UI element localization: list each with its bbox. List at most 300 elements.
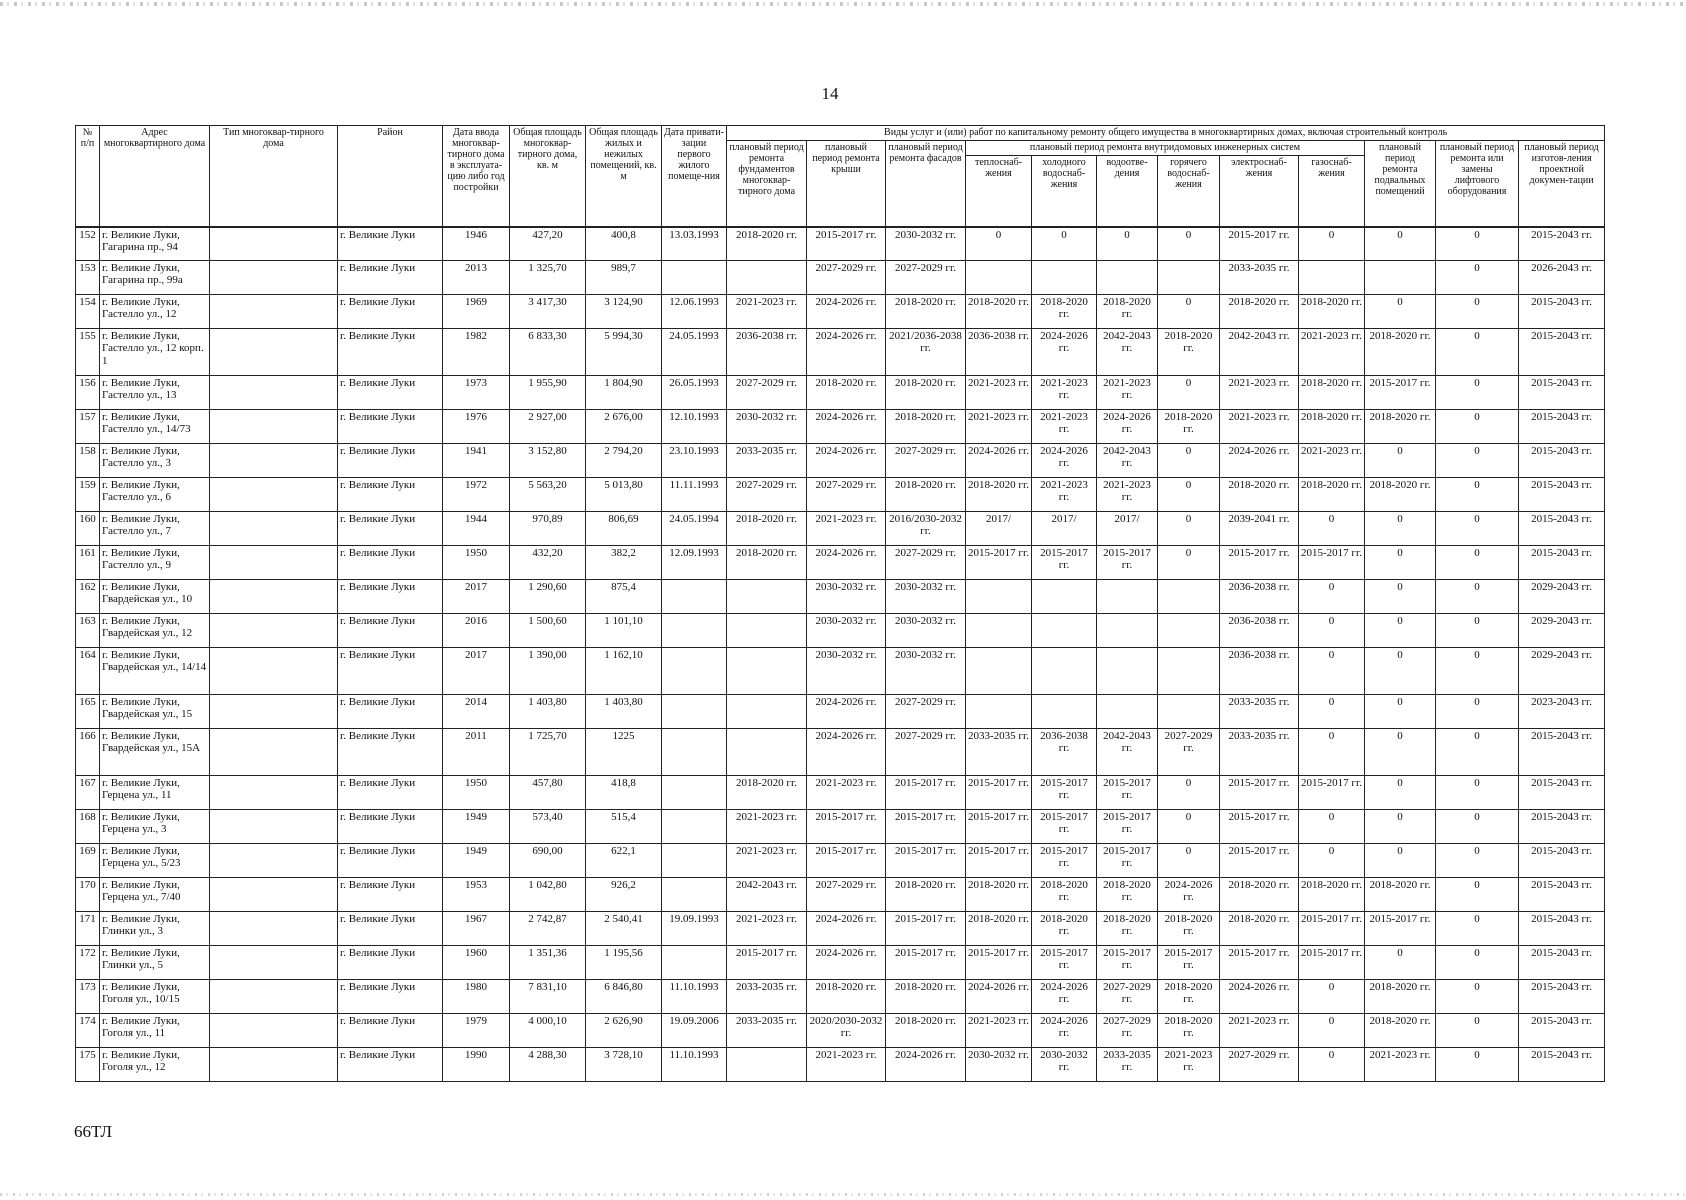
cell-district: г. Великие Луки	[338, 810, 443, 844]
cell-total-area: 5 563,20	[510, 478, 586, 512]
cell-year: 2011	[443, 729, 510, 776]
cell-sewerage: 2015-2017 гг.	[1097, 546, 1158, 580]
cell-address: г. Великие Луки, Гастелло ул., 12 корп. 1	[100, 329, 210, 376]
cell-roof: 2020/2030-2032 гг.	[807, 1014, 886, 1048]
cell-cold-water: 2021-2023 гг.	[1032, 410, 1097, 444]
cell-address: г. Великие Луки, Гоголя ул., 12	[100, 1048, 210, 1082]
cell-cold-water: 2015-2017 гг.	[1032, 546, 1097, 580]
cell-elevator: 0	[1436, 261, 1519, 295]
cell-facade: 2018-2020 гг.	[886, 295, 966, 329]
cell-basement: 2021-2023 гг.	[1365, 1048, 1436, 1082]
cell-num: 158	[76, 444, 100, 478]
cell-gas: 2015-2017 гг.	[1299, 776, 1365, 810]
cell-privatization: 13.03.1993	[662, 227, 727, 261]
cell-num: 154	[76, 295, 100, 329]
cell-heating: 2030-2032 гг.	[966, 1048, 1032, 1082]
cell-elevator: 0	[1436, 1048, 1519, 1082]
cell-hot-water: 2018-2020 гг.	[1158, 410, 1220, 444]
header-living-area: Общая площадь жилых и нежилых помещений, кв. м	[586, 126, 662, 227]
cell-electric: 2039-2041 гг.	[1220, 512, 1299, 546]
cell-gas: 0	[1299, 810, 1365, 844]
cell-year: 2013	[443, 261, 510, 295]
cell-living-area: 806,69	[586, 512, 662, 546]
cell-elevator: 0	[1436, 444, 1519, 478]
header-electric: электроснаб-жения	[1220, 156, 1299, 227]
cell-total-area: 1 290,60	[510, 580, 586, 614]
cell-privatization	[662, 614, 727, 648]
cell-gas: 2018-2020 гг.	[1299, 410, 1365, 444]
cell-district: г. Великие Луки	[338, 261, 443, 295]
cell-total-area: 427,20	[510, 227, 586, 261]
cell-num: 170	[76, 878, 100, 912]
cell-elevator: 0	[1436, 227, 1519, 261]
cell-foundation: 2021-2023 гг.	[727, 810, 807, 844]
cell-privatization: 24.05.1993	[662, 329, 727, 376]
cell-foundation	[727, 695, 807, 729]
cell-elevator: 0	[1436, 295, 1519, 329]
cell-year: 1950	[443, 546, 510, 580]
cell-district: г. Великие Луки	[338, 648, 443, 695]
cell-address: г. Великие Луки, Гастелло ул., 14/73	[100, 410, 210, 444]
cell-privatization	[662, 261, 727, 295]
cell-roof: 2021-2023 гг.	[807, 776, 886, 810]
cell-electric: 2024-2026 гг.	[1220, 444, 1299, 478]
cell-foundation: 2033-2035 гг.	[727, 1014, 807, 1048]
cell-facade: 2015-2017 гг.	[886, 912, 966, 946]
cell-electric: 2021-2023 гг.	[1220, 1014, 1299, 1048]
cell-hot-water: 0	[1158, 512, 1220, 546]
cell-facade: 2015-2017 гг.	[886, 844, 966, 878]
cell-cold-water: 2018-2020 гг.	[1032, 912, 1097, 946]
cell-design-docs: 2015-2043 гг.	[1519, 478, 1605, 512]
cell-design-docs: 2015-2043 гг.	[1519, 444, 1605, 478]
table-row	[76, 546, 1605, 580]
cell-sewerage: 2018-2020 гг.	[1097, 912, 1158, 946]
cell-district: г. Великие Луки	[338, 946, 443, 980]
cell-design-docs: 2015-2043 гг.	[1519, 376, 1605, 410]
cell-gas: 0	[1299, 614, 1365, 648]
cell-design-docs: 2015-2043 гг.	[1519, 980, 1605, 1014]
cell-heating	[966, 695, 1032, 729]
cell-total-area: 3 417,30	[510, 295, 586, 329]
cell-type	[210, 376, 338, 410]
cell-address: г. Великие Луки, Гвардейская ул., 10	[100, 580, 210, 614]
table-row	[76, 810, 1605, 844]
cell-heating: 2021-2023 гг.	[966, 1014, 1032, 1048]
cell-living-area: 3 124,90	[586, 295, 662, 329]
cell-hot-water: 0	[1158, 844, 1220, 878]
cell-design-docs: 2015-2043 гг.	[1519, 776, 1605, 810]
cell-heating: 2018-2020 гг.	[966, 478, 1032, 512]
cell-num: 161	[76, 546, 100, 580]
cell-electric: 2021-2023 гг.	[1220, 410, 1299, 444]
cell-sewerage: 2018-2020 гг.	[1097, 878, 1158, 912]
cell-address: г. Великие Луки, Гвардейская ул., 12	[100, 614, 210, 648]
cell-privatization	[662, 844, 727, 878]
cell-sewerage: 2015-2017 гг.	[1097, 946, 1158, 980]
cell-total-area: 1 042,80	[510, 878, 586, 912]
cell-foundation: 2021-2023 гг.	[727, 912, 807, 946]
cell-heating	[966, 614, 1032, 648]
header-design-docs: плановый период изготов-ления проектной докумен-тации	[1519, 141, 1605, 227]
cell-num: 152	[76, 227, 100, 261]
cell-sewerage: 2042-2043 гг.	[1097, 729, 1158, 776]
cell-gas: 2018-2020 гг.	[1299, 878, 1365, 912]
table-row	[76, 1048, 1605, 1082]
cell-living-area: 1 101,10	[586, 614, 662, 648]
cell-num: 173	[76, 980, 100, 1014]
cell-cold-water: 2018-2020 гг.	[1032, 295, 1097, 329]
cell-electric: 2036-2038 гг.	[1220, 648, 1299, 695]
cell-year: 1979	[443, 1014, 510, 1048]
cell-address: г. Великие Луки, Герцена ул., 7/40	[100, 878, 210, 912]
cell-district: г. Великие Луки	[338, 444, 443, 478]
cell-hot-water: 2027-2029 гг.	[1158, 729, 1220, 776]
cell-privatization	[662, 946, 727, 980]
cell-basement: 0	[1365, 580, 1436, 614]
cell-living-area: 515,4	[586, 810, 662, 844]
table-row	[76, 376, 1605, 410]
cell-type	[210, 844, 338, 878]
cell-address: г. Великие Луки, Гоголя ул., 11	[100, 1014, 210, 1048]
cell-roof: 2024-2026 гг.	[807, 912, 886, 946]
cell-roof: 2030-2032 гг.	[807, 648, 886, 695]
cell-type	[210, 695, 338, 729]
cell-year: 1967	[443, 912, 510, 946]
cell-heating: 2015-2017 гг.	[966, 810, 1032, 844]
header-sewerage: водоотве-дения	[1097, 156, 1158, 227]
cell-total-area: 4 000,10	[510, 1014, 586, 1048]
cell-sewerage	[1097, 648, 1158, 695]
cell-address: г. Великие Луки, Гастелло ул., 9	[100, 546, 210, 580]
cell-electric: 2015-2017 гг.	[1220, 844, 1299, 878]
header-roof: плановый период ремонта крыши	[807, 141, 886, 227]
cell-hot-water: 0	[1158, 444, 1220, 478]
cell-gas: 0	[1299, 1048, 1365, 1082]
cell-facade: 2027-2029 гг.	[886, 444, 966, 478]
cell-hot-water	[1158, 648, 1220, 695]
cell-num: 167	[76, 776, 100, 810]
cell-year: 1953	[443, 878, 510, 912]
table-row	[76, 912, 1605, 946]
cell-living-area: 6 846,80	[586, 980, 662, 1014]
cell-living-area: 400,8	[586, 227, 662, 261]
cell-num: 164	[76, 648, 100, 695]
cell-foundation: 2015-2017 гг.	[727, 946, 807, 980]
cell-roof: 2024-2026 гг.	[807, 444, 886, 478]
cell-privatization: 12.06.1993	[662, 295, 727, 329]
cell-gas: 2015-2017 гг.	[1299, 912, 1365, 946]
header-foundation: плановый период ремонта фундаментов многоквар-тирного дома	[727, 141, 807, 227]
cell-cold-water: 0	[1032, 227, 1097, 261]
cell-num: 156	[76, 376, 100, 410]
cell-district: г. Великие Луки	[338, 1014, 443, 1048]
cell-design-docs: 2015-2043 гг.	[1519, 512, 1605, 546]
cell-facade: 2027-2029 гг.	[886, 729, 966, 776]
table-row	[76, 295, 1605, 329]
cell-facade: 2030-2032 гг.	[886, 614, 966, 648]
cell-privatization: 11.10.1993	[662, 1048, 727, 1082]
cell-address: г. Великие Луки, Гастелло ул., 7	[100, 512, 210, 546]
cell-sewerage: 2024-2026 гг.	[1097, 410, 1158, 444]
cell-gas: 2015-2017 гг.	[1299, 546, 1365, 580]
cell-gas: 0	[1299, 980, 1365, 1014]
cell-basement: 2018-2020 гг.	[1365, 410, 1436, 444]
cell-gas	[1299, 261, 1365, 295]
cell-living-area: 5 013,80	[586, 478, 662, 512]
header-gas: газоснаб-жения	[1299, 156, 1365, 227]
cell-facade: 2027-2029 гг.	[886, 261, 966, 295]
cell-cold-water: 2015-2017 гг.	[1032, 844, 1097, 878]
cell-total-area: 432,20	[510, 546, 586, 580]
cell-basement: 2015-2017 гг.	[1365, 376, 1436, 410]
cell-basement: 0	[1365, 512, 1436, 546]
cell-hot-water: 0	[1158, 227, 1220, 261]
cell-design-docs: 2029-2043 гг.	[1519, 580, 1605, 614]
cell-hot-water: 2018-2020 гг.	[1158, 1014, 1220, 1048]
cell-type	[210, 512, 338, 546]
cell-gas: 0	[1299, 729, 1365, 776]
cell-foundation	[727, 729, 807, 776]
cell-type	[210, 546, 338, 580]
cell-living-area: 3 728,10	[586, 1048, 662, 1082]
cell-foundation: 2018-2020 гг.	[727, 227, 807, 261]
cell-gas: 0	[1299, 844, 1365, 878]
cell-sewerage: 2042-2043 гг.	[1097, 444, 1158, 478]
cell-sewerage	[1097, 614, 1158, 648]
cell-electric: 2018-2020 гг.	[1220, 878, 1299, 912]
cell-district: г. Великие Луки	[338, 546, 443, 580]
cell-basement	[1365, 261, 1436, 295]
cell-num: 155	[76, 329, 100, 376]
cell-elevator: 0	[1436, 878, 1519, 912]
cell-hot-water: 0	[1158, 810, 1220, 844]
cell-elevator: 0	[1436, 512, 1519, 546]
cell-sewerage: 2021-2023 гг.	[1097, 478, 1158, 512]
cell-total-area: 3 152,80	[510, 444, 586, 478]
cell-living-area: 418,8	[586, 776, 662, 810]
cell-elevator: 0	[1436, 912, 1519, 946]
cell-hot-water: 2024-2026 гг.	[1158, 878, 1220, 912]
table-row	[76, 512, 1605, 546]
cell-roof: 2021-2023 гг.	[807, 512, 886, 546]
cell-district: г. Великие Луки	[338, 580, 443, 614]
cell-address: г. Великие Луки, Гагарина пр., 94	[100, 227, 210, 261]
cell-living-area: 875,4	[586, 580, 662, 614]
cell-sewerage: 2027-2029 гг.	[1097, 1014, 1158, 1048]
cell-foundation	[727, 614, 807, 648]
cell-cold-water: 2017/	[1032, 512, 1097, 546]
cell-address: г. Великие Луки, Гастелло ул., 3	[100, 444, 210, 478]
cell-foundation: 2018-2020 гг.	[727, 776, 807, 810]
cell-heating: 2021-2023 гг.	[966, 410, 1032, 444]
cell-num: 165	[76, 695, 100, 729]
scan-edge-top	[0, 2, 1686, 6]
cell-num: 160	[76, 512, 100, 546]
cell-facade: 2016/2030-2032 гг.	[886, 512, 966, 546]
header-privatization: Дата привати-зации первого жилого помеще-ния	[662, 126, 727, 227]
cell-total-area: 573,40	[510, 810, 586, 844]
cell-total-area: 457,80	[510, 776, 586, 810]
cell-address: г. Великие Луки, Гвардейская ул., 14/14	[100, 648, 210, 695]
cell-elevator: 0	[1436, 376, 1519, 410]
cell-year: 2014	[443, 695, 510, 729]
cell-num: 153	[76, 261, 100, 295]
cell-type	[210, 580, 338, 614]
cell-design-docs: 2015-2043 гг.	[1519, 729, 1605, 776]
cell-type	[210, 946, 338, 980]
cell-basement: 0	[1365, 444, 1436, 478]
cell-privatization	[662, 729, 727, 776]
cell-district: г. Великие Луки	[338, 478, 443, 512]
cell-facade: 2030-2032 гг.	[886, 580, 966, 614]
cell-design-docs: 2015-2043 гг.	[1519, 1048, 1605, 1082]
cell-facade: 2018-2020 гг.	[886, 1014, 966, 1048]
cell-hot-water: 2015-2017 гг.	[1158, 946, 1220, 980]
cell-privatization	[662, 776, 727, 810]
table-row	[76, 1014, 1605, 1048]
cell-roof: 2018-2020 гг.	[807, 980, 886, 1014]
table-row	[76, 227, 1605, 261]
cell-heating: 2018-2020 гг.	[966, 295, 1032, 329]
cell-heating: 2015-2017 гг.	[966, 844, 1032, 878]
cell-num: 162	[76, 580, 100, 614]
cell-foundation	[727, 580, 807, 614]
table-row	[76, 614, 1605, 648]
table-row	[76, 729, 1605, 776]
cell-type	[210, 227, 338, 261]
cell-basement: 0	[1365, 227, 1436, 261]
cell-roof: 2024-2026 гг.	[807, 946, 886, 980]
cell-living-area: 5 994,30	[586, 329, 662, 376]
cell-district: г. Великие Луки	[338, 844, 443, 878]
cell-type	[210, 295, 338, 329]
cell-roof: 2018-2020 гг.	[807, 376, 886, 410]
cell-basement: 2018-2020 гг.	[1365, 329, 1436, 376]
cell-district: г. Великие Луки	[338, 729, 443, 776]
cell-type	[210, 1014, 338, 1048]
cell-facade: 2018-2020 гг.	[886, 478, 966, 512]
cell-basement: 0	[1365, 729, 1436, 776]
cell-basement: 0	[1365, 810, 1436, 844]
cell-privatization: 12.10.1993	[662, 410, 727, 444]
cell-electric: 2015-2017 гг.	[1220, 776, 1299, 810]
cell-basement: 0	[1365, 648, 1436, 695]
cell-heating: 2015-2017 гг.	[966, 776, 1032, 810]
cell-cold-water: 2015-2017 гг.	[1032, 946, 1097, 980]
cell-elevator: 0	[1436, 695, 1519, 729]
cell-address: г. Великие Луки, Гастелло ул., 6	[100, 478, 210, 512]
cell-hot-water	[1158, 580, 1220, 614]
cell-basement: 0	[1365, 695, 1436, 729]
cell-living-area: 1 195,56	[586, 946, 662, 980]
cell-num: 169	[76, 844, 100, 878]
cell-district: г. Великие Луки	[338, 980, 443, 1014]
cell-electric: 2033-2035 гг.	[1220, 261, 1299, 295]
cell-year: 2017	[443, 580, 510, 614]
cell-hot-water: 0	[1158, 776, 1220, 810]
cell-roof: 2027-2029 гг.	[807, 261, 886, 295]
cell-privatization: 23.10.1993	[662, 444, 727, 478]
cell-gas: 0	[1299, 227, 1365, 261]
table-row	[76, 878, 1605, 912]
cell-cold-water	[1032, 580, 1097, 614]
cell-district: г. Великие Луки	[338, 512, 443, 546]
cell-type	[210, 261, 338, 295]
cell-type	[210, 478, 338, 512]
cell-living-area: 1225	[586, 729, 662, 776]
header-total-area: Общая площадь многоквар-тирного дома, кв. м	[510, 126, 586, 227]
cell-total-area: 7 831,10	[510, 980, 586, 1014]
cell-privatization: 26.05.1993	[662, 376, 727, 410]
cell-elevator: 0	[1436, 946, 1519, 980]
cell-cold-water: 2024-2026 гг.	[1032, 444, 1097, 478]
header-facade: плановый период ремонта фасадов	[886, 141, 966, 227]
cell-total-area: 1 325,70	[510, 261, 586, 295]
cell-basement: 0	[1365, 295, 1436, 329]
cell-district: г. Великие Луки	[338, 227, 443, 261]
cell-facade: 2027-2029 гг.	[886, 546, 966, 580]
cell-year: 2016	[443, 614, 510, 648]
cell-year: 2017	[443, 648, 510, 695]
cell-hot-water	[1158, 614, 1220, 648]
cell-electric: 2018-2020 гг.	[1220, 478, 1299, 512]
cell-design-docs: 2015-2043 гг.	[1519, 546, 1605, 580]
cell-facade: 2015-2017 гг.	[886, 776, 966, 810]
cell-heating: 2018-2020 гг.	[966, 878, 1032, 912]
cell-year: 1969	[443, 295, 510, 329]
cell-foundation: 2042-2043 гг.	[727, 878, 807, 912]
cell-district: г. Великие Луки	[338, 376, 443, 410]
cell-privatization	[662, 810, 727, 844]
cell-district: г. Великие Луки	[338, 614, 443, 648]
cell-heating: 2015-2017 гг.	[966, 946, 1032, 980]
cell-living-area: 2 540,41	[586, 912, 662, 946]
cell-design-docs: 2015-2043 гг.	[1519, 227, 1605, 261]
header-systems-group: плановый период ремонта внутридомовых инженерных систем	[966, 141, 1365, 156]
cell-privatization: 12.09.1993	[662, 546, 727, 580]
cell-facade: 2018-2020 гг.	[886, 376, 966, 410]
cell-basement: 0	[1365, 546, 1436, 580]
cell-living-area: 989,7	[586, 261, 662, 295]
cell-cold-water: 2015-2017 гг.	[1032, 810, 1097, 844]
cell-num: 157	[76, 410, 100, 444]
cell-privatization	[662, 695, 727, 729]
cell-elevator: 0	[1436, 776, 1519, 810]
cell-design-docs: 2029-2043 гг.	[1519, 648, 1605, 695]
cell-elevator: 0	[1436, 844, 1519, 878]
cell-electric: 2015-2017 гг.	[1220, 546, 1299, 580]
cell-year: 1976	[443, 410, 510, 444]
cell-total-area: 2 742,87	[510, 912, 586, 946]
cell-heating	[966, 648, 1032, 695]
table-row	[76, 648, 1605, 695]
cell-year: 1972	[443, 478, 510, 512]
cell-address: г. Великие Луки, Гоголя ул., 10/15	[100, 980, 210, 1014]
cell-living-area: 2 626,90	[586, 1014, 662, 1048]
cell-design-docs: 2015-2043 гг.	[1519, 410, 1605, 444]
cell-gas: 2021-2023 гг.	[1299, 444, 1365, 478]
cell-elevator: 0	[1436, 546, 1519, 580]
table-row	[76, 946, 1605, 980]
cell-roof: 2030-2032 гг.	[807, 580, 886, 614]
cell-basement: 2015-2017 гг.	[1365, 912, 1436, 946]
cell-num: 171	[76, 912, 100, 946]
cell-facade: 2030-2032 гг.	[886, 648, 966, 695]
cell-sewerage	[1097, 261, 1158, 295]
cell-foundation: 2030-2032 гг.	[727, 410, 807, 444]
cell-electric: 2042-2043 гг.	[1220, 329, 1299, 376]
